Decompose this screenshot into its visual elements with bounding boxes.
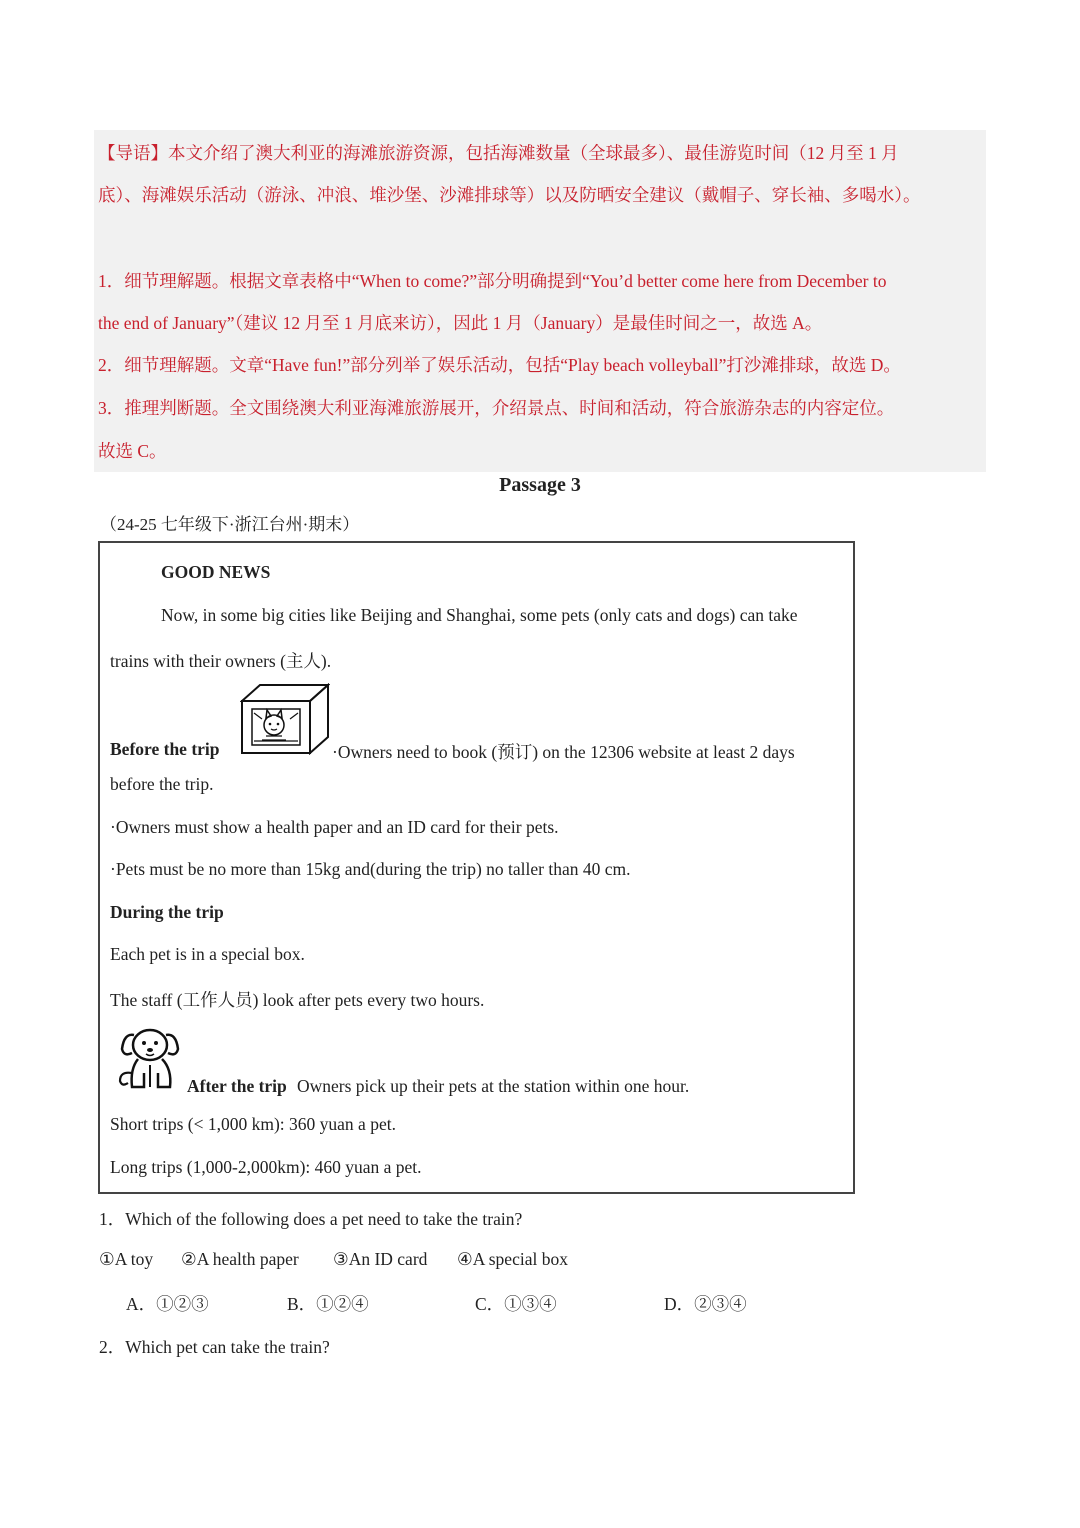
after-trip-label: After the trip bbox=[187, 1076, 287, 1096]
during-line-1: Each pet is in a special box. bbox=[110, 944, 305, 964]
during-line-2: The staff (工作人员) look after pets every two hours. bbox=[110, 990, 485, 1010]
cat-box-icon bbox=[240, 683, 330, 755]
intro-line-2: trains with their owners (主人). bbox=[110, 651, 332, 671]
before-line-4: ·Pets must be no more than 15kg and(during the trip) no taller than 40 cm. bbox=[110, 859, 631, 879]
guide-line-1: 【导语】本文介绍了澳大利亚的海滩旅游资源，包括海滩数量（全球最多）、最佳游览时间（12 月至 1 月 bbox=[98, 143, 899, 163]
option-c[interactable]: C．①③④ bbox=[475, 1294, 557, 1314]
guide-line-3: 1．细节理解题。根据文章表格中“When to come?”部分明确提到“You’d better come here from December to bbox=[98, 271, 887, 291]
after-line-1: Owners pick up their pets at the station within one hour. bbox=[297, 1076, 690, 1096]
guide-line-5: 2．细节理解题。文章“Have fun!”部分列举了娱乐活动，包括“Play beach volleyball”打沙滩排球，故选 D。 bbox=[98, 355, 901, 375]
before-line-3: ·Owners must show a health paper and an ID card for their pets. bbox=[110, 817, 559, 837]
item-2: ②A health paper bbox=[181, 1249, 299, 1269]
item-4: ④A special box bbox=[457, 1249, 568, 1269]
option-b[interactable]: B．①②④ bbox=[287, 1294, 369, 1314]
question-2: 2．Which pet can take the train? bbox=[99, 1337, 330, 1357]
question-1: 1．Which of the following does a pet need to take the train? bbox=[99, 1209, 523, 1229]
during-trip-label: During the trip bbox=[110, 902, 224, 922]
article-heading: GOOD NEWS bbox=[161, 562, 271, 582]
item-1: ①A toy bbox=[99, 1249, 154, 1269]
guide-note bbox=[94, 130, 986, 472]
guide-line-4: the end of January”（建议 12 月至 1 月底来访），因此 1 月（January）是最佳时间之一，故选 A。 bbox=[98, 313, 823, 333]
intro-line-1: Now, in some big cities like Beijing and Shanghai, some pets (only cats and dogs) can take bbox=[161, 605, 798, 625]
guide-line-7: 故选 C。 bbox=[98, 441, 167, 461]
before-line-1: ·Owners need to book (预订) on the 12306 website at least 2 days bbox=[332, 742, 795, 762]
guide-line-2: 底）、海滩娱乐活动（游泳、冲浪、堆沙堡、沙滩排球等）以及防晒安全建议（戴帽子、穿长袖、多喝水）。 bbox=[98, 185, 921, 205]
before-trip-label: Before the trip bbox=[110, 739, 220, 759]
passage-source: （24-25 七年级下·浙江台州·期末） bbox=[100, 515, 360, 534]
guide-line-6: 3．推理判断题。全文围绕澳大利亚海滩旅游展开，介绍景点、时间和活动，符合旅游杂志的内容定位。 bbox=[98, 398, 895, 418]
option-a[interactable]: A．①②③ bbox=[126, 1294, 209, 1314]
option-d[interactable]: D．②③④ bbox=[664, 1294, 747, 1314]
before-line-2: before the trip. bbox=[110, 774, 214, 794]
passage-title: Passage 3 bbox=[499, 474, 581, 496]
item-3: ③An ID card bbox=[333, 1249, 428, 1269]
dog-icon bbox=[114, 1023, 184, 1093]
price-short: Short trips (< 1,000 km): 360 yuan a pet. bbox=[110, 1114, 396, 1134]
price-long: Long trips (1,000-2,000km): 460 yuan a pet. bbox=[110, 1157, 422, 1177]
article-box bbox=[98, 541, 855, 1194]
